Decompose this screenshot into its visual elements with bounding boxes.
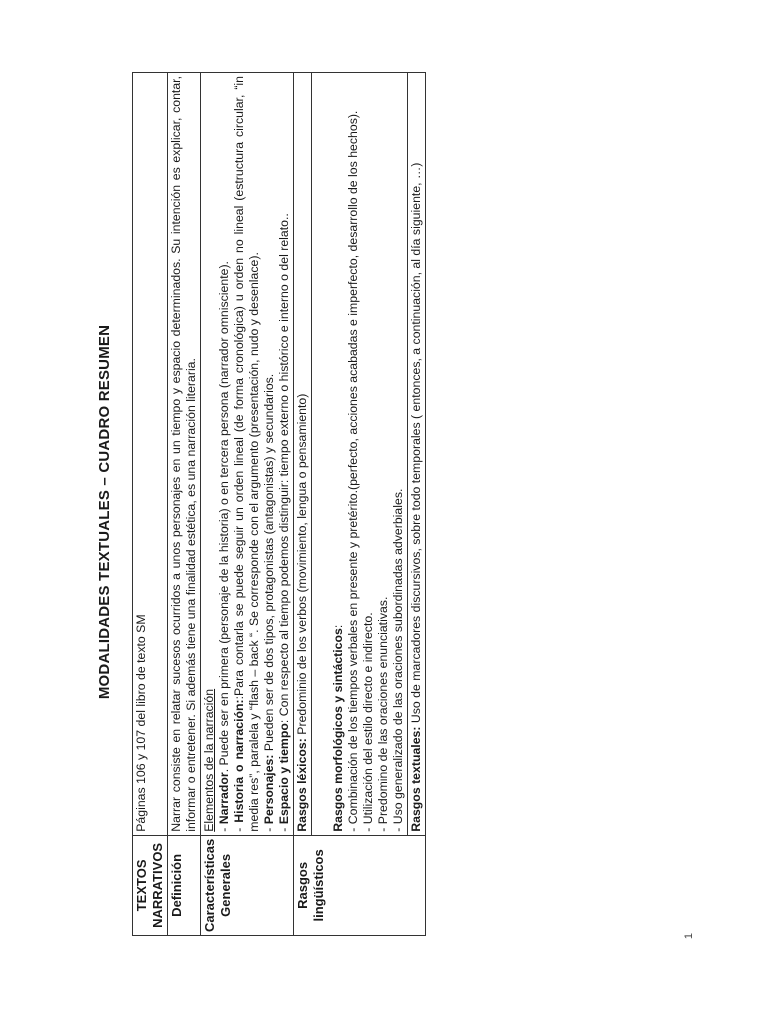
table-row-caracteristicas bbox=[200, 73, 293, 936]
lexicos-text: Predominio de los verbos (movimiento, lengua o pensamiento) bbox=[294, 393, 309, 739]
morfo-term: Rasgos morfológicos y sintácticos bbox=[330, 628, 345, 832]
morfo-item-text: Uso generalizado de las oraciones subordinadas adverbiales. bbox=[390, 488, 405, 825]
narrador-term: Narrador bbox=[216, 772, 231, 825]
rasgos-label: Rasgos lingüísticos bbox=[293, 835, 425, 935]
historia-term: Historia o narración: bbox=[231, 699, 246, 823]
table-row-morfologicos bbox=[311, 73, 407, 936]
separator bbox=[262, 751, 276, 754]
page-number: 1 bbox=[683, 932, 696, 940]
table-row-textuales bbox=[407, 73, 425, 936]
morfologicos-content bbox=[311, 73, 407, 836]
page-title: MODALIDADES TEXTUALES – CUADRO RESUMEN bbox=[96, 324, 113, 700]
textuales-text: Uso de marcadores discursivos, sobre todo temporales ( entonces, a continuación, al día siguiente, …) bbox=[408, 162, 423, 727]
list-item: - Personajes: Pueden ser de dos tipos, protagonistas (antagonistas) y secundarios. bbox=[261, 373, 276, 832]
list-item: - Predomino de las oraciones enunciativas. bbox=[375, 596, 390, 832]
table-row-lexicos bbox=[293, 73, 311, 936]
table-row-definicion bbox=[167, 73, 200, 936]
lexicos-term: Rasgos léxicos: bbox=[294, 738, 309, 832]
list-item: - Espacio y tiempo: Con respecto al tiempo podemos distinguir: tiempo externo o histórico e interno o del relato.. bbox=[276, 213, 291, 832]
summary-table bbox=[132, 72, 426, 936]
espacio-text: Con respecto al tiempo podemos distinguir: tiempo externo o histórico e interno o del relato.. bbox=[276, 213, 291, 717]
historia-text: :Para contarla se puede seguir un orden lineal (de forma cronológica) u orden no lineal (estructura circular, “in media res”, paralela y “flash – back “. Se corresponde con el argumento (presentación, nudo y desenlace). bbox=[231, 76, 261, 832]
lexicos-content bbox=[293, 73, 311, 836]
separator: : bbox=[276, 716, 291, 724]
textuales-content bbox=[407, 73, 425, 836]
list-item: - Uso generalizado de las oraciones subordinadas adverbiales. bbox=[390, 488, 405, 832]
elementos-heading: Elementos de la narración bbox=[201, 688, 216, 832]
list-item: - Narrador. Puede ser en primera (personaje de la historia) o en tercera persona (narrador omnisciente). bbox=[216, 261, 231, 832]
table-row-header bbox=[133, 73, 168, 936]
list-item: - Combinación de los tiempos verbales en presente y pretérito.(perfecto, acciones acabadas e imperfecto, desarrollo de los hechos). bbox=[345, 110, 360, 832]
textuales-term: Rasgos textuales: bbox=[408, 726, 423, 832]
list-item: - Historia o narración::Para contarla se puede seguir un orden lineal (de forma cronológica) u orden no lineal (estructura circular, “in media res”, paralela y “flash – back “. Se corresponde con el argumento (presentación, nudo y desenlace). bbox=[231, 76, 261, 832]
list-item: - Utilización del estilo directo e indirecto. bbox=[360, 612, 375, 832]
blank-line bbox=[313, 76, 331, 832]
morfo-item-text: Predomino de las oraciones enunciativas. bbox=[375, 596, 390, 825]
header-label: TEXTOS NARRATIVOS bbox=[133, 835, 168, 935]
morfologicos-heading: Rasgos morfológicos y sintácticos: bbox=[330, 624, 345, 832]
caracteristicas-content bbox=[200, 73, 293, 836]
separator: . bbox=[216, 765, 231, 773]
definicion-label: Definición bbox=[167, 835, 200, 935]
espacio-term: Espacio y tiempo bbox=[276, 723, 291, 825]
personajes-term: Personajes: bbox=[261, 754, 276, 825]
header-content: Páginas 106 y 107 del libro de texto SM bbox=[133, 73, 168, 836]
morfo-item-text: Combinación de los tiempos verbales en presente y pretérito.(perfecto, acciones acabadas e imperfecto, desarrollo de los hechos). bbox=[345, 110, 360, 825]
narrador-text: Puede ser en primera (personaje de la historia) o en tercera persona (narrador omnisciente). bbox=[216, 261, 231, 766]
morfo-item-text: Utilización del estilo directo e indirecto. bbox=[360, 612, 375, 825]
definicion-content: Narrar consiste en relatar sucesos ocurridos a unos personajes en un tiempo y espacio determinados. Su intención es explicar, contar, informar o entretener. Si además tiene una finalidad estética, es una narración literaria. bbox=[167, 73, 200, 836]
caracteristicas-label: Características Generales bbox=[200, 835, 293, 935]
personajes-text: Pueden ser de dos tipos, protagonistas (antagonistas) y secundarios. bbox=[261, 373, 276, 752]
